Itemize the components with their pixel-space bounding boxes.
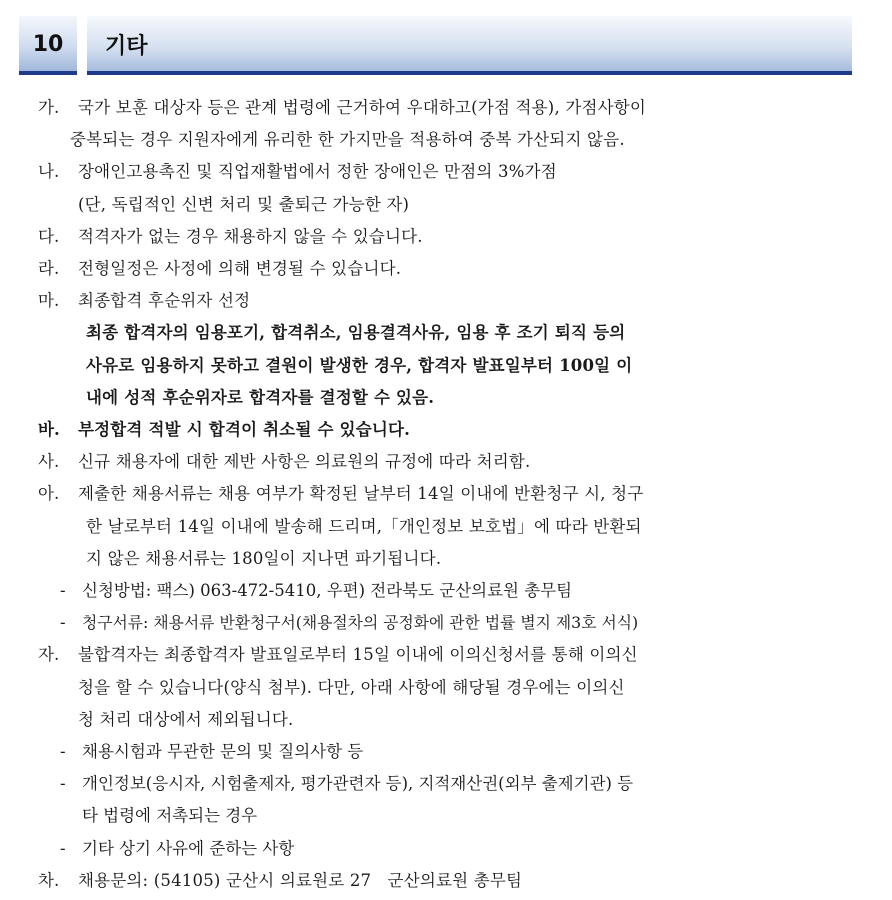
list-item-ma (38, 285, 870, 414)
sub-item (38, 607, 870, 639)
dash-marker: - (60, 613, 66, 633)
item-text (78, 156, 870, 220)
dash-marker: - (60, 581, 66, 601)
sub-item-line: 개인정보(응시자, 시험출제자, 평가관련자 등), 지적재산권(외부 출제기관) 등 (82, 774, 634, 794)
item-text (78, 478, 870, 575)
sub-item-text: 기타 상기 사유에 준하는 사항 (82, 838, 295, 858)
item-marker: 아. (38, 484, 60, 504)
dash-marker: - (60, 838, 66, 858)
dash-marker: - (60, 774, 66, 794)
item-line: 청을 할 수 있습니다(양식 첨부). 다만, 아래 사항에 해당될 경우에는 이의신 (78, 677, 625, 697)
item-marker: 라. (38, 259, 60, 279)
section-number-underline (19, 71, 77, 75)
item-line: 최종합격 후순위자 선정 (78, 291, 251, 311)
list-item-cha (38, 865, 870, 897)
item-marker: 마. (38, 291, 60, 311)
emphasis-line: 사유로 임용하지 못하고 결원이 발생한 경우, 합격자 발표일부터 100일 이 (86, 355, 633, 375)
sub-item-text: 신청방법: 팩스) 063-472-5410, 우편) 전라북도 군산의료원 총무팀 (82, 581, 573, 601)
item-marker: 자. (38, 645, 60, 665)
list-item-ra (38, 253, 870, 285)
item-text: 신규 채용자에 대한 제반 사항은 의료원의 규정에 따라 처리함. (78, 452, 531, 472)
item-text: 적격자가 없는 경우 채용하지 않을 수 있습니다. (78, 226, 423, 246)
notes-body (38, 92, 870, 897)
list-item-na (38, 156, 870, 220)
section-number: 10 (32, 31, 64, 57)
item-line: 중복되는 경우 지원자에게 유리한 한 가지만을 적용하여 중복 가산되지 않음. (70, 130, 625, 150)
list-item-ga (38, 92, 870, 156)
item-text (78, 285, 870, 414)
sub-item (38, 736, 870, 768)
sub-item-line: 타 법령에 저촉되는 경우 (82, 806, 258, 826)
sub-item (38, 575, 870, 607)
item-line: 국가 보훈 대상자 등은 관계 법령에 근거하여 우대하고(가점 적용), 가점사항이 (78, 98, 647, 117)
list-item-ja (38, 639, 870, 736)
item-marker: 다. (38, 226, 60, 246)
item-text: 부정합격 적발 시 합격이 취소될 수 있습니다. (78, 420, 411, 440)
item-line: 제출한 채용서류는 채용 여부가 확정된 날부터 14일 이내에 반환청구 시, 청구 (78, 484, 644, 504)
list-item-a (38, 478, 870, 575)
list-item-da (38, 221, 870, 253)
emphasis-line: 내에 성적 후순위자로 합격자를 결정할 수 있음. (86, 387, 435, 407)
item-line: 청 처리 대상에서 제외됩니다. (78, 709, 294, 729)
section-title-underline (87, 71, 852, 75)
sub-item-text: 채용시험과 무관한 문의 및 질의사항 등 (82, 742, 364, 762)
section-title: 기타 (105, 33, 148, 59)
item-line: 지 않은 채용서류는 180일이 지나면 파기됩니다. (86, 548, 442, 568)
emphasis-line: 최종 합격자의 임용포기, 합격취소, 임용결격사유, 임용 후 조기 퇴직 등의 (86, 323, 626, 343)
item-marker: 차. (38, 870, 60, 890)
item-line: 불합격자는 최종합격자 발표일로부터 15일 이내에 이의신청서를 통해 이의신 (78, 645, 638, 665)
dash-marker: - (60, 742, 66, 762)
item-marker: 가. (38, 98, 60, 117)
item-text: 채용문의: (54105) 군산시 의료원로 27 군산의료원 총무팀 (78, 870, 523, 890)
sub-item (38, 833, 870, 865)
item-marker: 바. (38, 420, 60, 440)
item-line: 장애인고용촉진 및 직업재활법에서 정한 장애인은 만점의 3%가점 (78, 162, 557, 182)
item-text (78, 639, 870, 736)
item-marker: 사. (38, 452, 60, 472)
list-item-sa (38, 446, 870, 478)
item-text: 전형일정은 사정에 의해 변경될 수 있습니다. (78, 259, 402, 279)
item-line: (단, 독립적인 신변 처리 및 출퇴근 가능한 자) (78, 194, 410, 214)
section-number-badge (19, 16, 77, 72)
item-marker: 나. (38, 162, 60, 182)
section-title-bar (87, 16, 852, 72)
sub-item-text: 청구서류: 채용서류 반환청구서(채용절차의 공정화에 관한 법률 별지 제3호 서식) (82, 613, 639, 633)
list-item-ba (38, 414, 870, 446)
sub-item (38, 768, 870, 832)
item-line: 한 날로부터 14일 이내에 발송해 드리며,「개인정보 보호법」에 따라 반환되 (86, 516, 642, 536)
sub-item-text (82, 768, 870, 832)
item-text (70, 92, 870, 156)
